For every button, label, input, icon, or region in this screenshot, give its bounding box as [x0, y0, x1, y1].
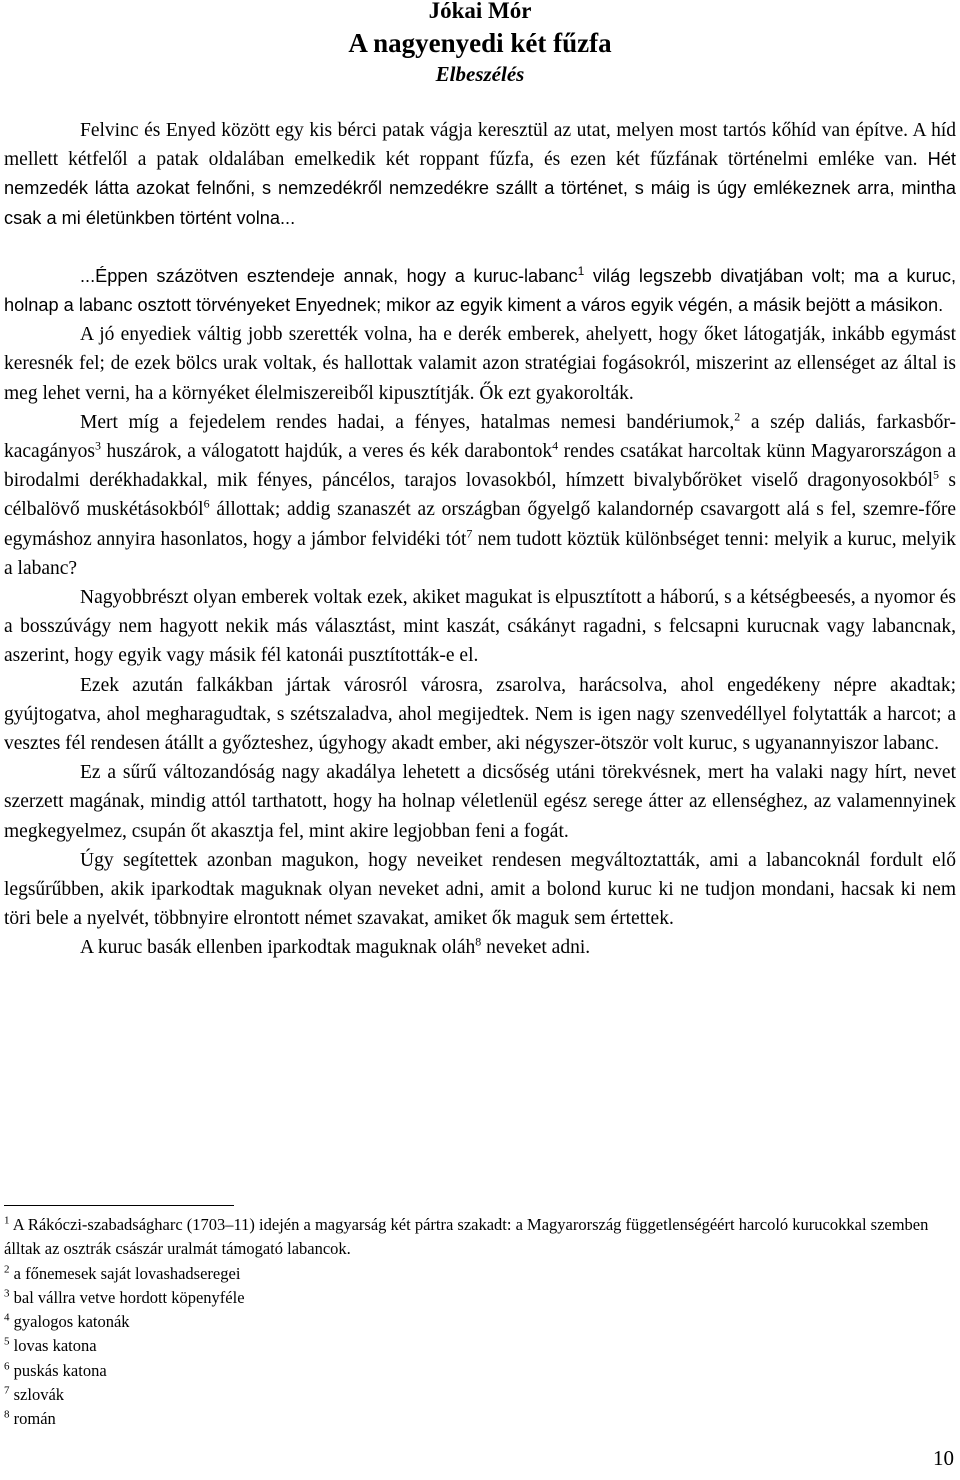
footnote-ref-5[interactable]: 5 — [933, 467, 939, 482]
footnote-ref-1[interactable]: 1 — [577, 263, 585, 278]
paragraph-6: Ezek azután falkákban jártak városról városra, zsarolva, harácsolva, ahol engedékeny népre akadtak; gyújtogatva, ahol megharagudtak, s szétszaladva, ahol megijedtek. Nem is igen nagy szenvedéllyel folytatták a harcot; a vesztes fél rendesen átállt a győzteshez, úgyhogy akadt ember, aki négyszer-ötször volt kuruc, s ugyanannyiszor labanc. — [4, 674, 956, 755]
story-subtitle: Elbeszélés — [435, 62, 525, 86]
footnote-4 — [4, 1310, 956, 1334]
footnote-7 — [4, 1383, 956, 1407]
paragraph-2-text-a: ...Éppen százötven esztendeje annak, hogy a kuruc-labanc — [80, 265, 578, 286]
footnote-separator — [4, 1205, 234, 1206]
footnote-number: 6 — [4, 1360, 10, 1373]
paragraph-1 — [4, 116, 956, 233]
footnotes-section — [4, 1213, 956, 1432]
footnote-number: 4 — [4, 1311, 10, 1324]
paragraph-4-text-e: s célbalövő muskétásokból — [4, 470, 956, 521]
paragraph-4 — [4, 408, 956, 583]
footnote-text: lovas katona — [9, 1336, 97, 1356]
paragraph-2 — [4, 262, 956, 320]
paragraph-9 — [4, 933, 956, 962]
paragraph-4-text-c: huszárok, a válogatott hajdúk, a veres és kék darabontok — [100, 441, 553, 463]
footnote-1 — [4, 1213, 956, 1262]
paragraph-1-text-b: Hét nemzedék látta azokat felnőni, s nemzedékről nemzedékre szállt a történet, s máig is úgy emlékeznek arra, mintha csak a mi életünkben történt volna... — [4, 149, 956, 228]
footnote-ref-8[interactable]: 8 — [475, 934, 482, 949]
paragraph-4-text-d: rendes csatákat harcoltak künn Magyarországon a birodalmi derékhadakkal, mik fényes, páncélos, tarajos lovasokból, hímzett bivalybőröket viselő dragonyosokból — [4, 441, 956, 492]
footnote-number: 3 — [4, 1287, 10, 1300]
footnote-3 — [4, 1286, 956, 1310]
paragraph-4-text-g: nem tudott köztük különbséget tenni: melyik a kuruc, melyik a labanc? — [4, 528, 956, 579]
page-number: 10 — [933, 1446, 954, 1470]
footnote-ref-4[interactable]: 4 — [552, 438, 559, 453]
paragraph-4-text-f: állottak; addig szanaszét az országban őgyelgő kalandornép csavargott alá s fel, szemre-főre egymáshoz annyira hasonlatos, hogy a jámbor felvidéki tót — [4, 499, 956, 550]
footnote-text: szlovák — [9, 1385, 65, 1405]
footnote-ref-2[interactable]: 2 — [734, 409, 741, 424]
author-name: Jókai Mór — [428, 0, 532, 23]
paragraph-4-text-a: Mert míg a fejedelem rendes hadai, a fényes, hatalmas nemesi bandériumok, — [80, 411, 735, 433]
paragraph-8: Úgy segítettek azonban magukon, hogy neveiket rendesen megváltoztatták, ami a labancoknál fordult elő legsűrűbben, akik iparkodtak maguknak olyan neveket adni, amit a bolond kuruc ki ne tudjon mondani, hacsak ki nem töri bele a nyelvét, többnyire elrontott német szavakat, amiket ők maguk sem értettek. — [4, 849, 956, 930]
footnote-text: gyalogos katonák — [9, 1312, 130, 1332]
paragraph-4-text-b: a szép daliás, farkasbőr-kacagányos — [4, 411, 956, 463]
story-body — [4, 116, 956, 963]
paragraph-1-text-a: Felvinc és Enyed között egy kis bérci patak vágja keresztül az utat, melyen most tartós kőhíd van építve. A híd mellett kétfelől a patak oldalában emelkedik két roppant fűzfa, és ezen két fűzfának történelmi emléke van. — [4, 120, 956, 171]
footnote-6 — [4, 1359, 956, 1383]
footnote-ref-7[interactable]: 7 — [466, 526, 473, 541]
paragraph-2-text-b: világ legszebb divatjában volt; ma a kuruc, holnap a labanc osztott törvényeket Enyednek; mikor az egyik kiment a város egyik végén, a másik bejött a másikon. — [4, 265, 957, 316]
footnote-number: 1 — [4, 1214, 10, 1227]
footnote-text: a főnemesek saját lovashadseregei — [9, 1263, 241, 1283]
footnote-2 — [4, 1262, 956, 1286]
footnote-number: 2 — [4, 1263, 10, 1276]
paragraph-7: Ez a sűrű változandóság nagy akadálya lehetett a dicsőség utáni törekvésnek, mert ha valaki nagy hírt, nevet szerzett magának, mindig attól tarthatott, hogy ha holnap véletlenül egész serege átter az ellenséghez, az valamennyinek megkegyelmez, csupán őt akasztja fel, mint akire legjobban feni a fogát. — [4, 762, 956, 842]
paragraph-3: A jó enyediek váltig jobb szerették volna, ha e derék emberek, ahelyett, hogy őket látogatják, inkább egymást keresnék fel; de ezek bölcs urak voltak, és hallottak valamit azon stratégiai fogásokról, miszerint az ellenséget az által is meg lehet verni, ha a környéket élelmiszereiből kipusztítják. Ők ezt gyakorolták. — [4, 324, 956, 404]
footnote-ref-3[interactable]: 3 — [94, 438, 101, 453]
footnote-5 — [4, 1334, 956, 1358]
footnote-ref-6[interactable]: 6 — [203, 496, 210, 511]
footnote-text: bal vállra vetve hordott köpenyféle — [9, 1287, 245, 1307]
footnote-text: puskás katona — [9, 1360, 107, 1380]
footnote-number: 5 — [4, 1335, 10, 1348]
footnote-number: 8 — [4, 1408, 10, 1421]
paragraph-9-text-b: neveket adni. — [481, 937, 591, 959]
story-title: A nagyenyedi két fűzfa — [348, 28, 612, 58]
paragraph-5: Nagyobbrészt olyan emberek voltak ezek, akiket magukat is elpusztított a háború, s a kétségbeesés, a nyomor és a bosszúvágy nem hagyott nekik más választást, mint kaszát, csákányt ragadni, s felcsapni kurucnak vagy labancnak, aszerint, hogy egyik vagy másik fél katonái pusztították-e el. — [4, 587, 956, 667]
footnote-text: román — [9, 1409, 56, 1429]
footnote-8 — [4, 1407, 956, 1431]
footnote-text: A Rákóczi-szabadságharc (1703–11) idején a magyarság két pártra szakadt: a Magyarország függetlenségéért harcoló kurucokkal szemben álltak az osztrák császár uralmát támogató labancok. — [4, 1215, 929, 1259]
footnote-number: 7 — [4, 1384, 10, 1397]
paragraph-9-text-a: A kuruc basák ellenben iparkodtak maguknak oláh — [80, 937, 476, 959]
